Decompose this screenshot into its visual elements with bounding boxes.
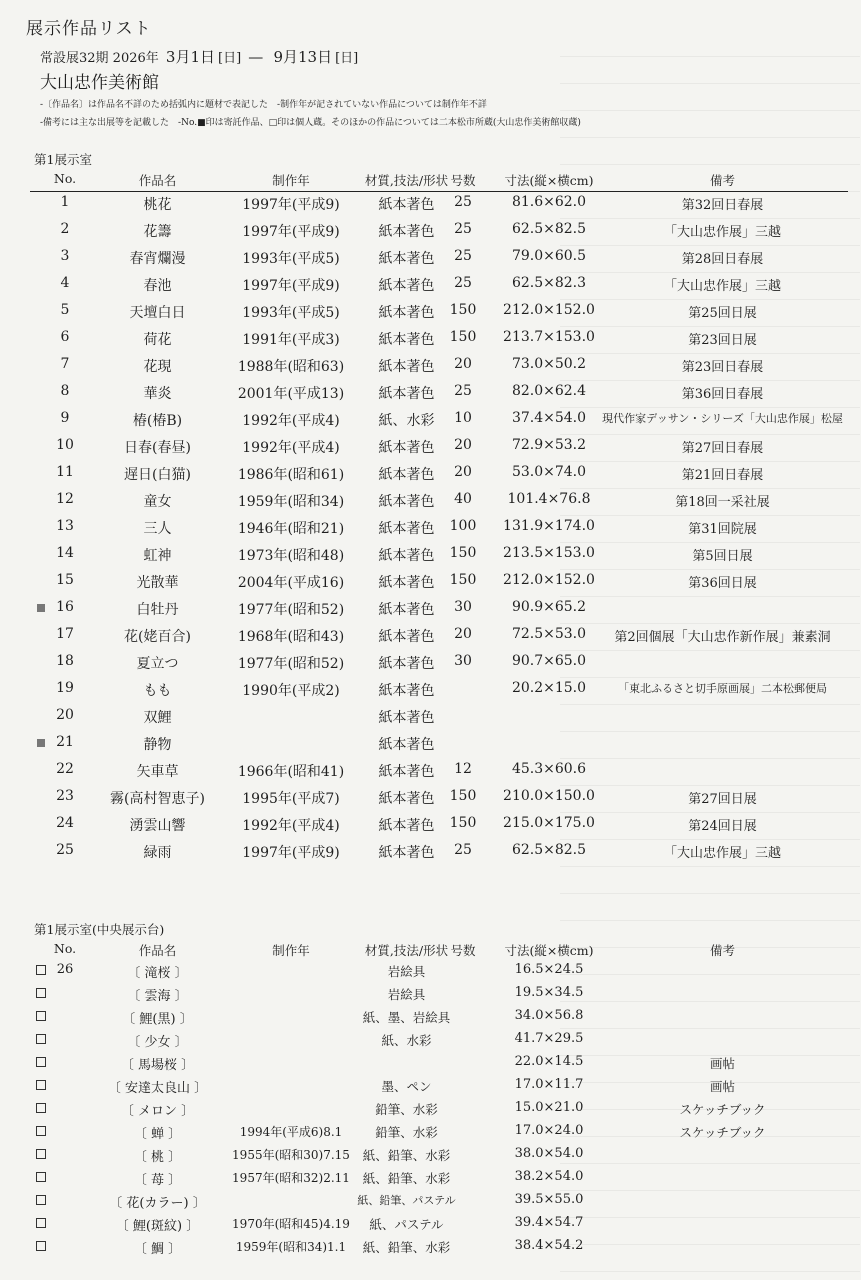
cell-remarks: 第25回日展 (688, 306, 757, 321)
cell-number: 25 (454, 221, 472, 237)
section2-title: 第1展示室(中央展示台) (34, 922, 165, 937)
cell-number: 100 (449, 518, 477, 534)
ownership-mark (35, 1192, 47, 1209)
cell-number: 25 (454, 275, 472, 291)
period-separator: — (248, 48, 264, 66)
cell-title: 日春(春昼) (124, 440, 191, 456)
deposited-work-mark (37, 739, 45, 747)
show-through-line (560, 138, 860, 165)
col-year: 制作年 (272, 943, 310, 958)
col-title: 作品名 (138, 943, 177, 958)
cell-size: 90.7×65.0 (511, 653, 587, 669)
cell-year: 1988年(昭和63) (237, 359, 345, 375)
cell-title: 湧雲山響 (129, 818, 186, 834)
period-start-day: [日] (218, 51, 242, 66)
cell-title: 〔 苺 〕 (133, 1173, 182, 1188)
cell-no: 22 (56, 761, 74, 777)
ownership-mark (35, 1031, 47, 1048)
cell-remarks: 画帖 (709, 1079, 735, 1094)
cell-material: 紙本著色 (378, 521, 435, 537)
cell-material: 紙本著色 (378, 764, 435, 780)
col-material: 材質,技法/形状 (364, 173, 449, 188)
private-collection-mark (36, 1195, 46, 1205)
cell-title: 天壇白日 (129, 305, 186, 321)
cell-size: 73.0×50.2 (511, 356, 587, 372)
cell-number: 150 (449, 302, 477, 318)
private-collection-mark (36, 1172, 46, 1182)
cell-material: 紙本著色 (378, 683, 435, 699)
cell-year: 1995年(平成7) (242, 791, 340, 807)
cell-title: 童女 (143, 494, 172, 510)
cell-size: 90.9×65.2 (511, 599, 587, 615)
cell-remarks: 現代作家デッサン・シリーズ「大山忠作展」松屋 (602, 412, 843, 425)
cell-size: 20.2×15.0 (511, 680, 587, 696)
cell-remarks: 第32回日春展 (681, 198, 764, 213)
cell-material: 岩絵具 (387, 964, 426, 979)
ownership-mark (35, 1008, 47, 1025)
cell-material: 紙本著色 (378, 332, 435, 348)
cell-remarks: 第27回日展 (688, 792, 757, 807)
deposited-work-mark (37, 604, 45, 612)
cell-year: 2004年(平成16) (237, 575, 345, 591)
cell-material: 鉛筆、水彩 (375, 1102, 438, 1117)
cell-year: 1991年(平成3) (242, 332, 340, 348)
cell-material: 紙、水彩 (378, 413, 435, 429)
cell-no: 20 (56, 707, 74, 723)
legend-note-2: -備考には主な出展等を記載した -No.■印は寄託作品、□印は個人蔵。そのほかの作品については二本松市所蔵(大山忠作美術館収蔵) (40, 118, 581, 128)
cell-title: 遅日(白猫) (124, 467, 191, 483)
private-collection-mark (36, 1011, 46, 1021)
ownership-mark (35, 599, 47, 616)
col-title: 作品名 (138, 173, 177, 188)
cell-remarks: 第31回院展 (688, 522, 757, 537)
cell-size: 62.5×82.3 (511, 275, 587, 291)
cell-year: 1990年(平成2) (242, 683, 340, 699)
show-through-line (560, 57, 860, 84)
cell-title: 花籌 (143, 224, 172, 240)
cell-size: 213.7×153.0 (503, 329, 595, 345)
cell-title: 花現 (143, 359, 172, 375)
cell-size: 210.0×150.0 (503, 788, 595, 804)
period-end: 9月13日 (273, 48, 333, 66)
ownership-mark (35, 1054, 47, 1071)
cell-title: 霧(高村智恵子) (110, 791, 205, 807)
cell-no: 25 (56, 842, 74, 858)
cell-remarks: 第36回日春展 (681, 387, 764, 402)
cell-size: 212.0×152.0 (503, 302, 595, 318)
cell-material: 紙本著色 (378, 818, 435, 834)
col-material: 材質,技法/形状 (364, 943, 449, 958)
cell-no: 1 (60, 194, 70, 210)
show-through-line (560, 705, 860, 732)
cell-number: 10 (454, 410, 472, 426)
cell-remarks: 「大山忠作展」三越 (663, 279, 781, 294)
legend-note-1: -〔作品名〕は作品名不詳のため括弧内に題材で表記した -制作年が記されていない作品については制作年不詳 (40, 100, 487, 110)
cell-no: 15 (56, 572, 74, 588)
show-through-line (560, 84, 860, 111)
cell-remarks: 第27回日春展 (681, 441, 764, 456)
cell-material: 紙、パステル (369, 1217, 444, 1232)
col-remarks: 備考 (709, 943, 735, 958)
cell-no: 9 (60, 410, 70, 426)
cell-remarks: 「東北ふるさと切手原画展」二本松郵便局 (618, 682, 827, 695)
private-collection-mark (36, 1126, 46, 1136)
cell-year: 1992年(平成4) (242, 413, 340, 429)
cell-title: 三人 (143, 521, 172, 537)
section1-title: 第1展示室 (34, 152, 92, 167)
cell-title: 椿(椿B) (132, 413, 183, 429)
cell-number: 150 (449, 572, 477, 588)
cell-material: 紙本著色 (378, 494, 435, 510)
cell-remarks: 第18回一采社展 (675, 495, 770, 510)
private-collection-mark (36, 1103, 46, 1113)
cell-no: 13 (56, 518, 74, 534)
cell-size: 17.0×24.0 (514, 1123, 584, 1138)
section2-table-header (30, 941, 848, 961)
cell-size: 45.3×60.6 (511, 761, 587, 777)
cell-year: 1997年(平成9) (242, 197, 340, 213)
show-through-line (560, 894, 860, 921)
ownership-mark (35, 1100, 47, 1117)
cell-material: 紙、水彩 (381, 1033, 432, 1048)
ownership-mark (35, 1077, 47, 1094)
cell-size: 38.2×54.0 (514, 1169, 584, 1184)
cell-remarks: スケッチブック (679, 1102, 766, 1117)
cell-year: 1955年(昭和30)7.15 (232, 1148, 350, 1162)
cell-title: 〔 滝桜 〕 (127, 966, 188, 981)
cell-title: 華炎 (143, 386, 172, 402)
cell-size: 72.9×53.2 (511, 437, 587, 453)
cell-year: 1957年(昭和32)2.11 (232, 1171, 350, 1185)
cell-material: 鉛筆、水彩 (375, 1125, 438, 1140)
ownership-mark (35, 1123, 47, 1140)
cell-number: 150 (449, 329, 477, 345)
private-collection-mark (36, 988, 46, 998)
cell-title: 光散華 (136, 575, 179, 591)
cell-no: 10 (56, 437, 74, 453)
col-no: No. (53, 171, 77, 186)
col-size: 寸法(縦×横cm) (504, 943, 594, 958)
col-number: 号数 (450, 943, 476, 958)
cell-material: 紙本著色 (378, 305, 435, 321)
cell-no: 4 (60, 275, 70, 291)
cell-no: 3 (60, 248, 70, 264)
cell-size: 37.4×54.0 (511, 410, 587, 426)
cell-material: 岩絵具 (387, 987, 426, 1002)
cell-year: 1959年(昭和34)1.1 (235, 1240, 347, 1254)
col-number: 号数 (450, 173, 476, 188)
cell-year: 1977年(昭和52) (237, 656, 345, 672)
cell-no: 24 (56, 815, 74, 831)
museum-name: 大山忠作美術館 (40, 73, 159, 93)
cell-material: 紙本著色 (378, 197, 435, 213)
cell-remarks: 第28回日春展 (681, 252, 764, 267)
cell-title: 虹神 (143, 548, 172, 564)
cell-remarks: 「大山忠作展」三越 (663, 846, 781, 861)
show-through-line (560, 867, 860, 894)
cell-size: 34.0×56.8 (514, 1008, 584, 1023)
private-collection-mark (36, 1080, 46, 1090)
cell-year: 1993年(平成5) (242, 305, 340, 321)
cell-remarks: スケッチブック (679, 1125, 766, 1140)
cell-title: 〔 馬場桜 〕 (120, 1058, 195, 1073)
show-through-line (560, 732, 860, 759)
cell-year: 1966年(昭和41) (237, 764, 345, 780)
cell-material: 紙本著色 (378, 575, 435, 591)
cell-size: 15.0×21.0 (514, 1100, 584, 1115)
cell-title: 〔 メロン 〕 (120, 1104, 195, 1119)
cell-title: 矢車草 (136, 764, 179, 780)
cell-remarks: 画帖 (709, 1056, 735, 1071)
cell-year: 1994年(平成6)8.1 (239, 1125, 343, 1139)
cell-title: 〔 花(カラー) 〕 (109, 1196, 206, 1211)
cell-size: 215.0×175.0 (503, 815, 595, 831)
cell-title: 〔 安達太良山 〕 (107, 1081, 208, 1096)
cell-material: 紙本著色 (378, 656, 435, 672)
cell-size: 39.4×54.7 (514, 1215, 584, 1230)
cell-year: 1992年(平成4) (242, 440, 340, 456)
cell-title: 〔 少女 〕 (127, 1035, 188, 1050)
cell-material: 紙本著色 (378, 251, 435, 267)
ownership-mark (35, 1169, 47, 1186)
cell-size: 39.5×55.0 (514, 1192, 584, 1207)
cell-material: 紙本著色 (378, 548, 435, 564)
cell-size: 72.5×53.0 (511, 626, 587, 642)
ownership-mark (35, 1238, 47, 1255)
cell-material: 紙本著色 (378, 359, 435, 375)
cell-number: 40 (454, 491, 472, 507)
cell-year: 1992年(平成4) (242, 818, 340, 834)
cell-material: 墨、ペン (381, 1079, 432, 1094)
cell-number: 25 (454, 194, 472, 210)
col-year: 制作年 (272, 173, 310, 188)
private-collection-mark (36, 1218, 46, 1228)
show-through-line (560, 111, 860, 138)
ownership-mark (35, 1215, 47, 1232)
cell-title: 〔 鯉(黒) 〕 (122, 1012, 193, 1027)
cell-material: 紙、鉛筆、水彩 (362, 1148, 451, 1163)
cell-material: 紙本著色 (378, 602, 435, 618)
cell-year: 2001年(平成13) (237, 386, 345, 402)
cell-year: 1986年(昭和61) (237, 467, 345, 483)
cell-number: 30 (454, 599, 472, 615)
cell-year: 1997年(平成9) (242, 278, 340, 294)
document-title: 展示作品リスト (26, 19, 152, 39)
cell-no: 12 (56, 491, 74, 507)
section1-table-header (30, 171, 848, 192)
cell-number: 25 (454, 842, 472, 858)
cell-number: 20 (454, 464, 472, 480)
col-size: 寸法(縦×横cm) (504, 173, 594, 188)
cell-remarks: 第2回個展「大山忠作新作展」兼素洞 (614, 630, 831, 645)
cell-no: 11 (56, 464, 74, 480)
cell-remarks: 「大山忠作展」三越 (663, 225, 781, 240)
cell-number: 20 (454, 626, 472, 642)
cell-number: 30 (454, 653, 472, 669)
cell-material: 紙本著色 (378, 440, 435, 456)
cell-no: 7 (60, 356, 70, 372)
cell-title: 春池 (143, 278, 172, 294)
cell-title: 〔 桃 〕 (133, 1150, 182, 1165)
cell-no: 19 (56, 680, 74, 696)
period-end-day: [日] (335, 51, 359, 66)
cell-number: 12 (454, 761, 472, 777)
cell-size: 79.0×60.5 (511, 248, 587, 264)
cell-size: 38.4×54.2 (514, 1238, 584, 1253)
cell-no: 18 (56, 653, 74, 669)
cell-year: 1970年(昭和45)4.19 (232, 1217, 350, 1231)
cell-remarks: 第24回日展 (688, 819, 757, 834)
period-start: 3月1日 (165, 48, 215, 66)
cell-no: 8 (60, 383, 70, 399)
cell-size: 82.0×62.4 (511, 383, 587, 399)
exhibition-period (40, 46, 358, 67)
cell-title: もも (143, 683, 172, 699)
cell-size: 81.6×62.0 (511, 194, 587, 210)
cell-material: 紙本著色 (378, 278, 435, 294)
cell-title: 〔 蝉 〕 (133, 1127, 182, 1142)
cell-year: 1973年(昭和48) (237, 548, 345, 564)
cell-material: 紙本著色 (378, 737, 435, 753)
private-collection-mark (36, 1149, 46, 1159)
cell-size: 62.5×82.5 (511, 221, 587, 237)
cell-title: 白牡丹 (136, 602, 179, 618)
cell-number: 150 (449, 815, 477, 831)
cell-no: 2 (60, 221, 70, 237)
cell-title: 〔 雲海 〕 (127, 989, 188, 1004)
cell-no: 14 (56, 545, 74, 561)
cell-title: 〔 鯛 〕 (133, 1242, 182, 1257)
cell-title: 桃花 (143, 197, 172, 213)
cell-title: 双鯉 (143, 710, 172, 726)
cell-number: 25 (454, 248, 472, 264)
cell-material: 紙本著色 (378, 386, 435, 402)
cell-size: 19.5×34.5 (514, 985, 584, 1000)
cell-year: 1946年(昭和21) (237, 521, 345, 537)
cell-material: 紙本著色 (378, 710, 435, 726)
private-collection-mark (36, 965, 46, 975)
private-collection-mark (36, 1241, 46, 1251)
private-collection-mark (36, 1034, 46, 1044)
cell-remarks: 第5回日展 (692, 549, 753, 564)
cell-year: 1997年(平成9) (242, 224, 340, 240)
cell-size: 38.0×54.0 (514, 1146, 584, 1161)
cell-title: 夏立つ (136, 656, 179, 672)
cell-title: 荷花 (143, 332, 172, 348)
cell-material: 紙、鉛筆、パステル (357, 1194, 456, 1207)
cell-remarks: 第23回日展 (688, 333, 757, 348)
cell-number: 150 (449, 788, 477, 804)
period-prefix: 常設展32期 2026年 (40, 51, 159, 66)
cell-year: 1997年(平成9) (242, 845, 340, 861)
ownership-mark (35, 962, 47, 979)
cell-size: 16.5×24.5 (514, 962, 584, 977)
cell-title: 花(姥百合) (124, 629, 191, 645)
cell-number: 20 (454, 437, 472, 453)
cell-year: 1993年(平成5) (242, 251, 340, 267)
cell-size: 213.5×153.0 (503, 545, 595, 561)
cell-remarks: 第36回日展 (688, 576, 757, 591)
cell-material: 紙、墨、岩絵具 (362, 1010, 451, 1025)
cell-no: 5 (60, 302, 70, 318)
cell-material: 紙本著色 (378, 845, 435, 861)
cell-no: 16 (56, 599, 74, 615)
cell-title: 春宵爛漫 (129, 251, 186, 267)
col-no: No. (53, 941, 77, 956)
cell-no: 17 (56, 626, 74, 642)
cell-size: 17.0×11.7 (514, 1077, 584, 1092)
private-collection-mark (36, 1057, 46, 1067)
cell-no: 21 (56, 734, 74, 750)
cell-material: 紙、鉛筆、水彩 (362, 1171, 451, 1186)
cell-material: 紙本著色 (378, 467, 435, 483)
cell-remarks: 第23回日春展 (681, 360, 764, 375)
cell-number: 150 (449, 545, 477, 561)
cell-material: 紙本著色 (378, 791, 435, 807)
ownership-mark (35, 734, 47, 751)
cell-number: 20 (454, 356, 472, 372)
cell-title: 緑雨 (143, 845, 172, 861)
cell-size: 53.0×74.0 (511, 464, 587, 480)
cell-size: 212.0×152.0 (503, 572, 595, 588)
cell-number: 25 (454, 383, 472, 399)
cell-size: 131.9×174.0 (503, 518, 595, 534)
cell-no: 23 (56, 788, 74, 804)
cell-year: 1959年(昭和34) (237, 494, 345, 510)
ownership-mark (35, 1146, 47, 1163)
cell-material: 紙、鉛筆、水彩 (362, 1240, 451, 1255)
cell-year: 1968年(昭和43) (237, 629, 345, 645)
cell-remarks: 第21回日春展 (681, 468, 764, 483)
cell-no: 6 (60, 329, 70, 345)
show-through-line (560, 30, 860, 57)
cell-size: 101.4×76.8 (507, 491, 591, 507)
cell-size: 41.7×29.5 (514, 1031, 584, 1046)
cell-material: 紙本著色 (378, 224, 435, 240)
cell-material: 紙本著色 (378, 629, 435, 645)
cell-no: 26 (56, 962, 74, 977)
cell-title: 〔 鯉(斑紋) 〕 (115, 1219, 200, 1234)
cell-size: 62.5×82.5 (511, 842, 587, 858)
col-remarks: 備考 (709, 173, 735, 188)
cell-title: 静物 (143, 737, 172, 753)
cell-size: 22.0×14.5 (514, 1054, 584, 1069)
ownership-mark (35, 985, 47, 1002)
cell-year: 1977年(昭和52) (237, 602, 345, 618)
